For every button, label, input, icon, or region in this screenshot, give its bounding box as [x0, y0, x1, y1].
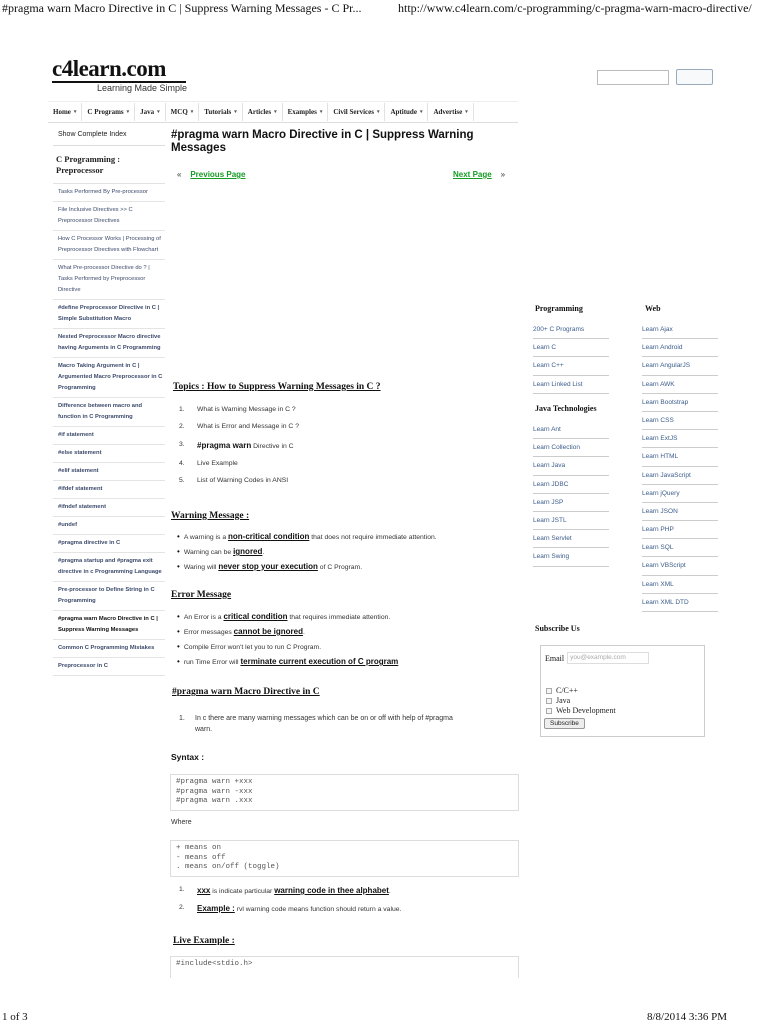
topics-list — [179, 406, 299, 494]
sidebar-item[interactable]: #ifdef statement — [53, 481, 165, 499]
nav-item-advertise[interactable] — [428, 103, 473, 121]
error-bullet-keyword: terminate current execution of C program — [240, 657, 399, 666]
topic-number: 1. — [179, 406, 185, 413]
error-bullet: • Error messages cannot be ignored. — [177, 627, 398, 636]
warning-bullet-keyword: never stop your execution — [218, 562, 318, 571]
nav-item-label: Examples — [287, 108, 317, 116]
next-arrow: » — [500, 170, 506, 179]
syntax-code-block[interactable]: #pragma warn +xxx #pragma warn -xxx #pragma warn .xxx — [170, 774, 519, 811]
subscribe-option-c-c[interactable] — [546, 686, 616, 696]
warning-list — [177, 532, 437, 577]
nav-item-c-programs[interactable] — [82, 103, 135, 121]
pragma-item-number: 1. — [179, 715, 185, 722]
pragma-item-line1: In c there are many warning messages which can be on or off with help of #pragma — [195, 715, 453, 722]
link-learn-awk[interactable]: Learn AWK — [642, 376, 718, 394]
topic-text: Live Example — [197, 460, 238, 467]
nav-item-label: Java — [140, 108, 155, 116]
checkbox-label: Java — [556, 696, 571, 705]
chevron-down-icon: ▾ — [126, 110, 130, 115]
nav-item-label: MCQ — [170, 108, 188, 116]
note-text: xxx is indicate particular warning code in thee alphabet. — [197, 886, 391, 895]
sidebar-item[interactable]: #pragma startup and #pragma exit directive in c Programming Language — [53, 553, 165, 582]
note-item — [179, 904, 401, 913]
topic-number: 5. — [179, 477, 185, 484]
nav-item-label: Aptitude — [390, 108, 417, 116]
error-bullet-keyword: cannot be ignored — [233, 627, 304, 636]
nav-item-tutorials[interactable] — [199, 103, 243, 121]
subscribe-heading: Subscribe Us — [535, 624, 580, 633]
note-keyword: Example : — [197, 904, 235, 913]
checkbox[interactable] — [546, 698, 552, 704]
link-learn-ajax[interactable]: Learn Ajax — [642, 321, 718, 339]
sidebar-item[interactable]: #define Preprocessor Directive in C | Simple Substitution Macro — [53, 300, 165, 329]
warning-bullet-keyword: non-critical condition — [228, 532, 310, 541]
site-logo[interactable] — [52, 56, 186, 83]
search-button[interactable] — [676, 69, 713, 85]
pragma-item — [179, 713, 509, 735]
site-tagline: Learning Made Simple — [97, 83, 188, 93]
sidebar-item[interactable]: Nested Preprocessor Macro directive having Arguments in C Programming — [53, 329, 165, 358]
previous-page-link[interactable]: Previous Page — [190, 170, 246, 179]
sidebar-item[interactable]: Preprocessor in C — [53, 658, 165, 676]
nav-item-label: C Programs — [87, 108, 124, 116]
syntax-label: Syntax : — [171, 752, 205, 762]
topic-item — [179, 441, 299, 450]
topics-heading: Topics : How to Suppress Warning Messages in C ? — [173, 382, 381, 392]
where-label: Where — [171, 819, 192, 826]
sidebar-item[interactable]: #else statement — [53, 445, 165, 463]
error-list — [177, 612, 398, 672]
main-nav — [48, 101, 518, 123]
next-page-nav — [453, 170, 505, 179]
link-learn-android[interactable]: Learn Android — [642, 339, 718, 357]
pragma-item-line2: warn. — [195, 726, 213, 733]
sidebar-item[interactable]: Pre-processor to Define String in C Programming — [53, 582, 165, 611]
link-learn-php[interactable]: Learn PHP — [642, 521, 718, 539]
sidebar-item[interactable]: Tasks Performed By Pre-processor — [53, 184, 165, 202]
note-item — [179, 886, 401, 895]
sidebar-item[interactable]: Difference between macro and function in C Programming — [53, 398, 165, 427]
sidebar-item[interactable]: #undef — [53, 517, 165, 535]
link-learn-html[interactable]: Learn HTML — [642, 448, 718, 466]
link-learn-sql[interactable]: Learn SQL — [642, 539, 718, 557]
checkbox-label: Web Development — [556, 706, 616, 715]
search-input[interactable] — [597, 70, 669, 85]
live-example-heading: Live Example : — [173, 936, 235, 946]
nav-item-home[interactable] — [48, 103, 82, 121]
chevron-down-icon: ▾ — [190, 110, 194, 115]
sidebar-item[interactable]: Macro Taking Argument in C | Argumented Macro Preprocessor in C Programming — [53, 358, 165, 398]
topic-text: What is Warning Message in C ? — [197, 406, 296, 413]
note-number: 1. — [179, 886, 185, 893]
warning-bullet: • Waring will never stop your execution of C Program. — [177, 562, 437, 571]
nav-item-label: Articles — [247, 108, 272, 116]
link-learn-css[interactable]: Learn CSS — [642, 412, 718, 430]
error-bullet: • An Error is a critical condition that requires immediate attention. — [177, 612, 398, 621]
nav-item-label: Home — [53, 108, 71, 116]
sidebar-item[interactable]: #if statement — [53, 427, 165, 445]
note-number: 2. — [179, 904, 185, 911]
topic-text: List of Warning Codes in ANSI — [197, 477, 289, 484]
logo-text: c4learn.com — [52, 56, 166, 81]
sidebar-item[interactable]: #pragma warn Macro Directive in C | Suppress Warning Messages — [53, 611, 165, 640]
warning-bullet: • Warning can be ignored. — [177, 547, 437, 556]
email-label: Email — [545, 653, 565, 663]
checkbox[interactable] — [546, 708, 552, 714]
link-learn-java[interactable]: Learn Java — [533, 457, 609, 475]
link-learn-xml[interactable]: Learn XML — [642, 576, 718, 594]
chevron-down-icon: ▾ — [157, 110, 160, 115]
warning-bullet-keyword: ignored — [233, 547, 263, 556]
link-learn-swing[interactable]: Learn Swing — [533, 548, 609, 566]
link-learn-json[interactable]: Learn JSON — [642, 503, 718, 521]
warning-heading: Warning Message : — [171, 511, 250, 521]
link-learn-ant[interactable]: Learn Ant — [533, 421, 609, 439]
print-title: #pragma warn Macro Directive in C | Suppress Warning Messages - C Pr... — [2, 1, 362, 15]
sidebar-item[interactable]: #elif statement — [53, 463, 165, 481]
page-title: #pragma warn Macro Directive in C | Suppress Warning Messages — [171, 129, 474, 154]
link-learn-c[interactable]: Learn C++ — [533, 357, 609, 375]
chevron-down-icon: ▾ — [73, 110, 77, 115]
nav-item-mcq[interactable] — [166, 103, 200, 121]
sidebar-heading: C Programming : Preprocessor — [53, 146, 165, 184]
nav-item-articles[interactable] — [243, 103, 283, 121]
subscribe-option-web-development[interactable] — [546, 706, 616, 716]
nav-item-aptitude[interactable] — [385, 103, 428, 121]
programming-heading: Programming — [535, 304, 583, 313]
topic-number: 2. — [179, 423, 185, 430]
error-heading: Error Message — [171, 590, 232, 600]
pragma-heading: #pragma warn Macro Directive in C — [172, 687, 320, 697]
print-url: http://www.c4learn.com/c-programming/c-pragma-warn-macro-directive/ — [398, 1, 752, 15]
note-keyword: xxx — [197, 886, 211, 895]
topic-text: #pragma warn Directive in C — [197, 441, 294, 450]
link-learn-jsp[interactable]: Learn JSP — [533, 494, 609, 512]
nav-item-label: Advertise — [433, 108, 463, 116]
link-learn-xml-dtd[interactable]: Learn XML DTD — [642, 594, 718, 612]
programming-list — [533, 321, 609, 394]
note-keyword: warning code in thee alphabet — [274, 886, 389, 895]
sidebar-item[interactable]: #pragma directive in C — [53, 535, 165, 553]
sidebar-item[interactable]: File Inclusive Directives >> C Preprocessor Directives — [53, 202, 165, 231]
nav-item-java[interactable] — [135, 103, 166, 121]
link-learn-extjs[interactable]: Learn ExtJS — [642, 430, 718, 448]
topic-item — [179, 460, 299, 467]
chevron-down-icon: ▾ — [419, 110, 423, 115]
topic-item — [179, 423, 299, 430]
topic-keyword: #pragma warn — [197, 441, 252, 450]
sidebar-item[interactable]: How C Processor Works | Processing of Preprocessor Directives with Flowchart — [53, 231, 165, 260]
subscribe-option-java[interactable] — [546, 696, 616, 706]
page-count: 1 of 3 — [2, 1011, 28, 1023]
link-learn-collection[interactable]: Learn Collection — [533, 439, 609, 457]
nav-item-label: Civil Services — [333, 108, 374, 116]
link-learn-bootstrap[interactable]: Learn Bootstrap — [642, 394, 718, 412]
sidebar — [53, 124, 165, 676]
link-learn-servlet[interactable]: Learn Servlet — [533, 530, 609, 548]
email-input[interactable]: you@example.com — [567, 652, 649, 664]
error-bullet: • Compile Error won't let you to run C Program. — [177, 642, 398, 651]
link-learn-jdbc[interactable]: Learn JDBC — [533, 476, 609, 494]
web-heading: Web — [645, 304, 661, 313]
topic-number: 3. — [179, 441, 185, 448]
prev-page-nav — [177, 170, 245, 179]
topic-item — [179, 406, 299, 413]
java-heading: Java Technologies — [535, 404, 597, 413]
sidebar-item[interactable]: #ifndef statement — [53, 499, 165, 517]
checkbox-label: C/C++ — [556, 686, 578, 695]
nav-item-civil-services[interactable] — [328, 103, 385, 121]
chevron-down-icon: ▾ — [234, 110, 237, 115]
show-complete-index-link[interactable]: Show Complete Index — [53, 124, 165, 146]
link-learn-javascript[interactable]: Learn JavaScript — [642, 467, 718, 485]
link-learn-jquery[interactable]: Learn jQuery — [642, 485, 718, 503]
print-datetime: 8/8/2014 3:36 PM — [647, 1011, 728, 1023]
link-learn-angularjs[interactable]: Learn AngularJS — [642, 357, 718, 375]
link-learn-linked-list[interactable]: Learn Linked List — [533, 376, 609, 394]
topic-item — [179, 477, 299, 484]
link-200-c-programs[interactable]: 200+ C Programs — [533, 321, 609, 339]
next-page-link[interactable]: Next Page — [453, 170, 492, 179]
error-bullet: • run Time Error will terminate current execution of C program — [177, 657, 398, 666]
checkbox[interactable] — [546, 688, 552, 694]
sidebar-item[interactable]: Common C Programming Mistakes — [53, 640, 165, 658]
note-text: Example : rvl warning code means function should return a value. — [197, 904, 402, 913]
subscribe-form — [540, 645, 705, 737]
warning-bullet: • A warning is a non-critical condition that does not require immediate attention. — [177, 532, 437, 541]
web-list — [642, 321, 718, 612]
topic-text: What is Error and Message in C ? — [197, 423, 299, 430]
topic-number: 4. — [179, 460, 185, 467]
nav-item-label: Tutorials — [204, 108, 232, 116]
java-list — [533, 421, 609, 567]
prev-arrow: « — [177, 170, 182, 179]
subscribe-button[interactable]: Subscribe — [544, 718, 585, 729]
subscribe-options — [546, 686, 616, 716]
chevron-down-icon: ▾ — [376, 110, 380, 115]
sidebar-item[interactable]: What Pre-processor Directive do ? | Tasks Performed by Preprocessor Directive — [53, 260, 165, 300]
where-code-block[interactable]: + means on - means off . means on/off (toggle) — [170, 840, 519, 877]
live-code-block[interactable]: #include<stdio.h> — [170, 956, 519, 978]
chevron-down-icon: ▾ — [465, 110, 468, 115]
notes-list — [179, 886, 401, 922]
sidebar-list — [53, 184, 165, 676]
error-bullet-keyword: critical condition — [223, 612, 288, 621]
link-learn-vbscript[interactable]: Learn VBScript — [642, 557, 718, 575]
nav-item-examples[interactable] — [283, 103, 329, 121]
link-learn-c[interactable]: Learn C — [533, 339, 609, 357]
chevron-down-icon: ▾ — [274, 110, 277, 115]
chevron-down-icon: ▾ — [319, 110, 323, 115]
link-learn-jstl[interactable]: Learn JSTL — [533, 512, 609, 530]
